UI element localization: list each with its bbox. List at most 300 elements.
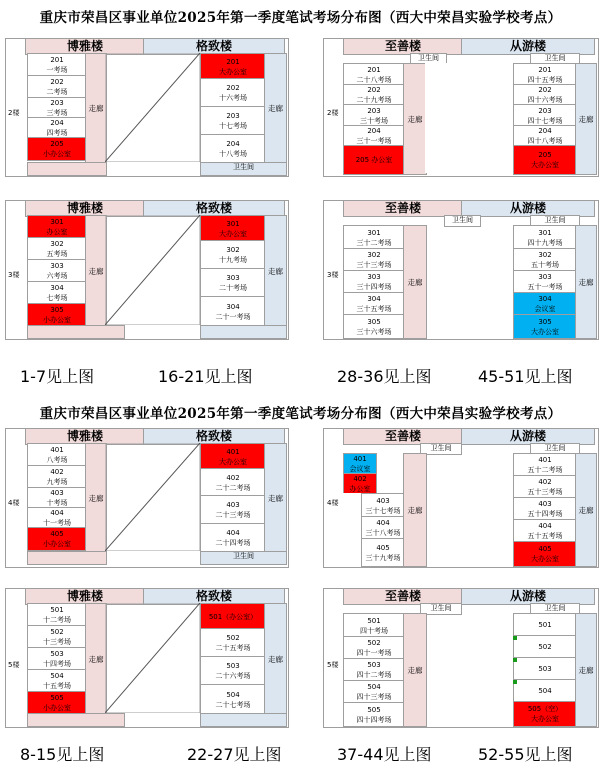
courtyard-diagonal — [105, 53, 200, 162]
room-column-boya5 — [27, 603, 85, 713]
room-number: 301 — [50, 218, 64, 226]
restroom-label: 卫生间 — [410, 53, 447, 65]
corridor — [264, 215, 287, 327]
corridor — [85, 443, 107, 553]
room-use: 二十六考场 — [215, 672, 251, 680]
room-cell — [343, 292, 405, 316]
room-cell — [27, 487, 87, 509]
room-cell — [200, 215, 266, 242]
room-use: 三十八考场 — [365, 529, 401, 537]
room-cell — [513, 248, 577, 272]
building-header-boya: 博雅楼 — [25, 428, 145, 445]
corridor-label: 走廊 — [407, 114, 423, 124]
corridor-label: 走廊 — [407, 505, 423, 515]
room-number: 401 — [226, 447, 240, 456]
floor-label: 3楼 — [327, 271, 339, 279]
room-cell — [27, 527, 87, 551]
room-cell — [513, 225, 577, 250]
room-number: 305 — [538, 317, 552, 326]
room-cell — [343, 125, 405, 147]
room-number: 503 — [226, 662, 240, 670]
building-header-zhishan: 至善楼 — [343, 38, 463, 55]
room-cell — [513, 270, 577, 294]
room-use: 九考场 — [46, 478, 68, 486]
room-number: 304 — [226, 302, 240, 311]
room-use: 四十考场 — [360, 626, 388, 635]
room-use: 四十四考场 — [356, 715, 392, 724]
corridor-label: 走廊 — [88, 266, 104, 276]
room-cell — [513, 679, 577, 703]
room-cell — [200, 443, 266, 470]
corridor — [264, 603, 287, 715]
room-column-gezhi2 — [200, 53, 264, 162]
room-number: 304 — [50, 284, 64, 292]
room-cell — [200, 468, 266, 497]
room-number: 304 — [367, 295, 381, 303]
room-column-boya4 — [27, 443, 85, 549]
room-column-boya2 — [27, 53, 85, 159]
room-cell — [343, 702, 405, 727]
room-cell — [513, 635, 577, 659]
room-cell — [27, 137, 87, 161]
corridor — [575, 63, 597, 175]
room-number: 504 — [367, 683, 381, 691]
room-use: 二十七考场 — [215, 700, 251, 709]
room-use: 四十八考场 — [527, 137, 563, 145]
restroom-label: 卫生间 — [530, 215, 580, 227]
room-cell — [27, 625, 87, 649]
floor-label: 2楼 — [8, 109, 20, 117]
room-cell — [513, 314, 577, 339]
room-use: 二十考场 — [219, 284, 247, 292]
floor-label: 5楼 — [8, 661, 20, 669]
courtyard-diagonal — [105, 215, 200, 325]
page-title-bottom: 重庆市荣昌区事业单位2025年第一季度笔试考场分布图（西大中荣昌实验学校考点） — [39, 406, 562, 422]
room-number: 301 — [226, 219, 240, 228]
caption: 8-15见上图 — [20, 745, 105, 764]
room-use: 大办公室 — [219, 67, 247, 76]
corridor-label: 走廊 — [88, 493, 104, 503]
room-number: 403 — [226, 501, 240, 509]
room-use: 二十九考场 — [356, 96, 392, 104]
room-number: 203 — [226, 112, 240, 120]
room-use: 大办公室 — [531, 327, 559, 336]
room-use: 大办公室 — [531, 715, 559, 723]
room-column-zhishan4a — [343, 453, 403, 493]
room-cell — [343, 104, 405, 127]
room-cell — [513, 292, 577, 316]
room-cell — [513, 84, 577, 106]
courtyard — [425, 63, 513, 173]
room-cell — [200, 628, 266, 658]
corridor — [264, 443, 287, 553]
room-use: 二考场 — [46, 88, 68, 96]
room-number: 504 — [50, 672, 64, 680]
room-cell — [343, 473, 377, 495]
building-header-gezhi: 格致楼 — [143, 588, 285, 605]
room-number: 302 — [367, 251, 381, 259]
room-use: 二十二考场 — [215, 483, 251, 492]
building-header-zhishan: 至善楼 — [343, 200, 463, 217]
room-cell — [343, 225, 405, 250]
room-number: 501 — [367, 616, 381, 625]
room-number: 502 — [367, 639, 381, 647]
corridor-label: 走廊 — [578, 114, 594, 124]
restroom-label: 卫生间 — [200, 162, 287, 176]
floor-label: 2楼 — [327, 109, 339, 117]
room-cell — [200, 106, 266, 136]
floor-label: 4楼 — [327, 499, 339, 507]
room-number: 203 — [50, 99, 64, 107]
room-use: 十六考场 — [219, 94, 247, 102]
room-cell — [27, 53, 87, 77]
room-cell — [513, 453, 577, 477]
room-use: 三十六考场 — [356, 327, 392, 336]
room-use: 五十二考场 — [527, 466, 563, 474]
room-column-gezhi5 — [200, 603, 264, 713]
restroom-label: 卫生间 — [200, 551, 287, 565]
building-header-gezhi: 格致楼 — [143, 200, 285, 217]
room-use: 四十三考场 — [356, 693, 392, 701]
room-cell — [200, 240, 266, 270]
room-use: 四考场 — [46, 129, 68, 137]
room-number: 401 — [538, 456, 552, 464]
room-cell — [27, 507, 87, 529]
building-header-boya: 博雅楼 — [25, 38, 145, 55]
room-use: 小办公室 — [43, 540, 71, 548]
room-cell — [361, 538, 405, 567]
room-cell — [513, 519, 577, 543]
room-column-boya3 — [27, 215, 85, 325]
room-number: 501 — [538, 621, 552, 629]
room-number: 302 — [50, 240, 64, 248]
room-use: 二十四考场 — [215, 539, 251, 547]
room-number: 302 — [226, 246, 240, 254]
room-number: 205 — [50, 140, 64, 148]
room-use: 五十一考场 — [527, 283, 563, 291]
room-cell — [200, 656, 266, 686]
room-cell — [27, 259, 87, 283]
room-use: 八考场 — [46, 456, 68, 464]
restroom-label: 卫生间 — [420, 603, 462, 615]
room-number: 202 — [226, 84, 240, 92]
room-column-gezhi4 — [200, 443, 264, 551]
courtyard-diagonal — [105, 603, 200, 713]
room-use: 三十四考场 — [356, 283, 392, 291]
caption: 1-7见上图 — [20, 367, 95, 386]
room-use: 五十五考场 — [527, 532, 563, 540]
room-number: 203 — [538, 106, 552, 115]
building-header-congyou: 从游楼 — [461, 588, 595, 605]
corridor — [85, 53, 107, 164]
room-number: 502 — [50, 628, 64, 636]
room-cell — [27, 647, 87, 671]
restroom-strip — [200, 325, 287, 339]
caption: 37-44见上图 — [337, 745, 432, 764]
room-use: 五十考场 — [531, 261, 559, 269]
room-cell — [343, 453, 377, 475]
room-number: 305 — [50, 306, 64, 314]
room-cell — [200, 268, 266, 298]
corridor-label: 走廊 — [407, 277, 423, 287]
cell-marker — [513, 636, 517, 640]
room-cell — [343, 314, 405, 339]
room-number: 201 — [367, 65, 381, 74]
room-number: 401 — [50, 446, 64, 454]
room-cell — [27, 603, 87, 627]
room-number: 505 — [50, 694, 64, 702]
room-use: 大办公室 — [219, 229, 247, 238]
room-number: 404 — [50, 509, 64, 517]
corridor — [575, 225, 597, 339]
room-cell — [513, 657, 577, 681]
room-use: 小办公室 — [43, 316, 71, 324]
room-number: 403 — [50, 489, 64, 497]
room-number: 402 — [538, 478, 552, 486]
caption: 28-36见上图 — [337, 367, 432, 386]
corridor — [575, 453, 597, 567]
room-use: 十二考场 — [43, 616, 71, 624]
room-use: 三十三考场 — [356, 261, 392, 269]
corridor — [403, 613, 427, 727]
room-use: 十七考场 — [219, 122, 247, 130]
room-number: 505（空） — [527, 705, 563, 713]
room-number: 202 — [538, 86, 552, 94]
room-use: 三十五考场 — [356, 305, 392, 313]
restroom-strip — [27, 713, 125, 727]
room-column-zhishan5 — [343, 613, 403, 725]
room-use: 小办公室 — [43, 704, 71, 712]
corridor-label: 走廊 — [268, 266, 283, 276]
room-use: 二十一考场 — [215, 312, 251, 321]
room-use: 三十二考场 — [356, 238, 392, 247]
room-use: 大办公室 — [531, 555, 559, 563]
room-number: 403 — [538, 500, 552, 508]
room-use: 四十六考场 — [527, 96, 563, 104]
restroom-strip — [27, 551, 107, 565]
room-cell — [343, 248, 405, 272]
room-cell — [200, 684, 266, 715]
room-number: 503 — [538, 665, 552, 673]
room-cell — [343, 84, 405, 106]
corridor-label: 走廊 — [88, 104, 104, 113]
room-cell — [27, 669, 87, 693]
room-number: 201 — [50, 56, 64, 64]
room-column-congyou4 — [513, 453, 575, 565]
corridor — [403, 63, 427, 175]
room-use: 十四考场 — [43, 660, 71, 668]
floor-label: 5楼 — [327, 661, 339, 669]
room-cell — [513, 63, 577, 86]
room-cell — [200, 523, 266, 553]
room-number: 303 — [226, 274, 240, 282]
room-use: 十五考场 — [43, 682, 71, 690]
room-use: 会议室 — [349, 465, 371, 473]
room-number: 402 — [353, 475, 367, 483]
room-use: 一考场 — [46, 66, 68, 74]
corridor — [85, 215, 107, 327]
room-number: 303 — [50, 262, 64, 270]
room-cell — [513, 701, 577, 727]
room-cell — [343, 145, 405, 175]
room-use: 三十一考场 — [356, 137, 392, 145]
room-number: 205 — [538, 151, 552, 159]
room-cell — [513, 145, 577, 175]
building-header-congyou: 从游楼 — [461, 428, 595, 445]
room-cell — [27, 691, 87, 715]
room-use: 十九考场 — [219, 256, 247, 264]
room-cell — [513, 125, 577, 147]
room-cell — [513, 475, 577, 499]
corridor-label: 走廊 — [268, 654, 283, 664]
room-cell — [200, 78, 266, 108]
room-cell — [513, 541, 577, 567]
room-cell — [200, 134, 266, 164]
room-number: 203 — [367, 106, 381, 115]
room-use: 三考场 — [46, 109, 68, 117]
room-number: 501（办公室） — [208, 612, 258, 621]
room-cell — [343, 680, 405, 704]
room-column-zhishan2 — [343, 63, 403, 173]
room-cell — [343, 613, 405, 638]
corridor — [264, 53, 287, 164]
room-cell — [343, 658, 405, 682]
room-number: 505 — [367, 705, 381, 714]
room-number: 502 — [226, 634, 240, 642]
corridor-label: 走廊 — [407, 665, 423, 675]
room-number: 204 — [367, 127, 381, 135]
room-number: 402 — [50, 468, 64, 476]
corridor-label: 走廊 — [268, 104, 283, 113]
building-header-boya: 博雅楼 — [25, 200, 145, 217]
room-use: 十一考场 — [43, 519, 71, 527]
restroom-strip — [27, 162, 107, 176]
room-cell — [343, 270, 405, 294]
room-use: 十八考场 — [219, 150, 247, 158]
room-use: 三十九考场 — [365, 553, 401, 562]
restroom-label: 卫生间 — [444, 215, 481, 227]
room-number: 205 办公室 — [355, 156, 393, 164]
building-header-congyou: 从游楼 — [461, 38, 595, 55]
room-cell — [27, 281, 87, 305]
room-column-congyou2 — [513, 63, 575, 173]
caption: 16-21见上图 — [158, 367, 253, 386]
room-number: 304 — [538, 295, 552, 303]
room-number: 302 — [538, 251, 552, 259]
room-use: 五考场 — [46, 250, 68, 258]
room-number: 402 — [226, 473, 240, 482]
building-header-zhishan: 至善楼 — [343, 588, 463, 605]
blank — [343, 493, 361, 565]
room-use: 四十七考场 — [527, 116, 563, 125]
room-use: 四十二考场 — [356, 671, 392, 679]
room-use: 四十一考场 — [356, 649, 392, 657]
corridor-label: 走廊 — [268, 493, 283, 503]
room-cell — [200, 296, 266, 327]
building-header-gezhi: 格致楼 — [143, 38, 285, 55]
room-cell — [27, 465, 87, 489]
room-number: 303 — [367, 273, 381, 281]
room-use: 四十九考场 — [527, 238, 563, 247]
corridor — [85, 603, 107, 715]
caption: 22-27见上图 — [187, 745, 282, 764]
restroom-label: 卫生间 — [530, 443, 580, 455]
room-use: 办公室 — [349, 485, 371, 493]
room-number: 401 — [353, 455, 367, 463]
room-number: 405 — [538, 545, 552, 553]
building-header-congyou: 从游楼 — [461, 200, 595, 217]
room-cell — [27, 97, 87, 119]
corridor-label: 走廊 — [88, 654, 104, 664]
room-number: 504 — [226, 690, 240, 699]
room-cell — [513, 497, 577, 521]
room-use: 五十四考场 — [527, 510, 563, 518]
room-cell — [200, 495, 266, 525]
room-use: 二十三考场 — [215, 511, 251, 519]
room-cell — [343, 63, 405, 86]
room-cell — [200, 53, 266, 80]
restroom-label: 卫生间 — [530, 603, 580, 615]
room-number: 504 — [538, 687, 552, 695]
restroom-label: 卫生间 — [530, 53, 580, 65]
room-number: 201 — [226, 57, 240, 66]
room-use: 六考场 — [46, 272, 68, 280]
floor-label: 3楼 — [8, 271, 20, 279]
restroom-label: 卫生间 — [420, 443, 462, 455]
room-use: 会议室 — [534, 305, 556, 313]
corridor-label: 走廊 — [578, 277, 594, 287]
room-cell — [361, 516, 405, 540]
room-number: 405 — [50, 530, 64, 538]
room-use: 办公室 — [46, 228, 68, 236]
room-number: 204 — [226, 140, 240, 148]
room-number: 503 — [50, 650, 64, 658]
room-cell — [27, 443, 87, 467]
room-use: 七考场 — [46, 294, 68, 302]
room-column-zhishan3 — [343, 225, 403, 337]
room-cell — [513, 104, 577, 127]
room-number: 403 — [376, 496, 390, 505]
caption: 45-51见上图 — [478, 367, 573, 386]
room-number: 202 — [367, 86, 381, 94]
corridor — [403, 453, 427, 567]
room-number: 201 — [538, 65, 552, 74]
page-title-top: 重庆市荣昌区事业单位2025年第一季度笔试考场分布图（西大中荣昌实验学校考点） — [39, 10, 562, 26]
room-number: 301 — [367, 228, 381, 237]
room-column-congyou5 — [513, 613, 575, 725]
room-use: 三十考场 — [360, 116, 388, 125]
room-cell — [513, 613, 577, 637]
room-column-congyou3 — [513, 225, 575, 337]
room-number: 501 — [50, 606, 64, 614]
room-number: 404 — [226, 529, 240, 537]
room-use: 十三考场 — [43, 638, 71, 646]
room-cell — [27, 75, 87, 99]
building-header-boya: 博雅楼 — [25, 588, 145, 605]
room-column-gezhi3 — [200, 215, 264, 325]
corridor-label: 走廊 — [578, 505, 594, 515]
room-use: 大办公室 — [531, 161, 559, 169]
building-header-zhishan: 至善楼 — [343, 428, 463, 445]
cell-marker — [513, 680, 517, 684]
room-cell — [200, 603, 266, 630]
room-use: 四十五考场 — [527, 75, 563, 84]
room-number: 503 — [367, 661, 381, 669]
room-number: 405 — [376, 543, 390, 552]
room-number: 404 — [538, 522, 552, 530]
corridor — [575, 613, 597, 727]
building-header-gezhi: 格致楼 — [143, 428, 285, 445]
